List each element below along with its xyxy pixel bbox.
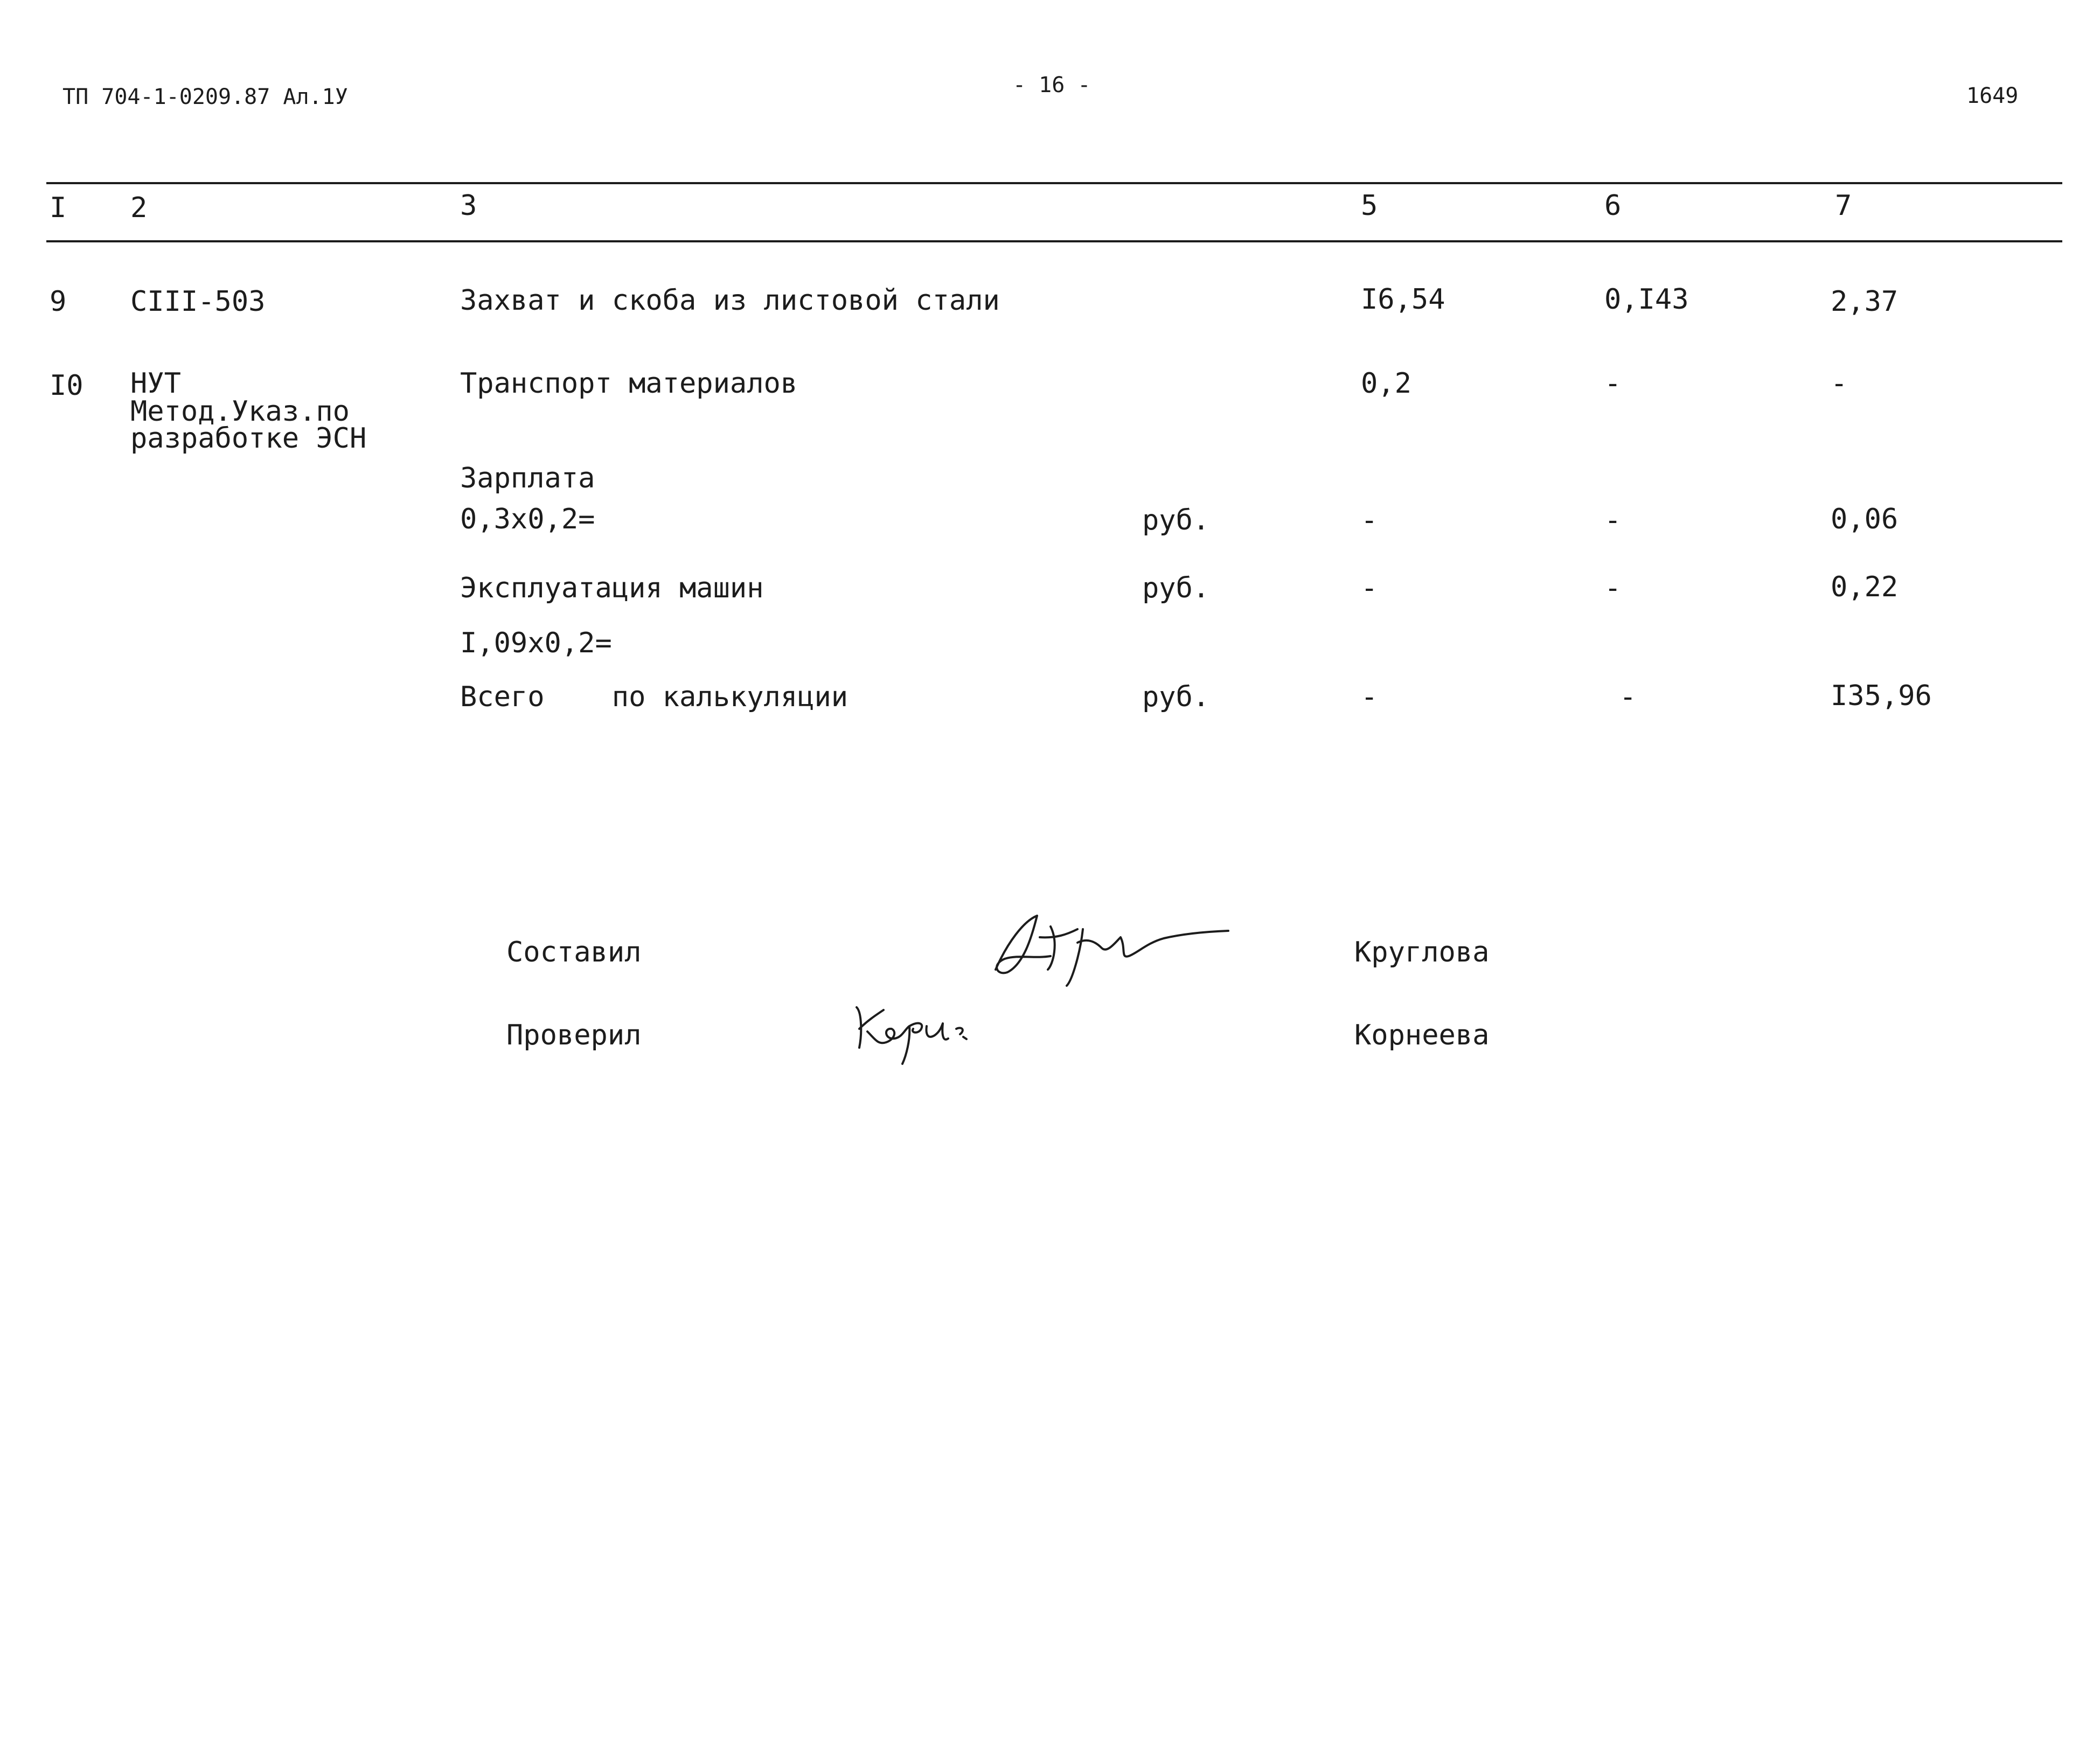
column-header-2: 2 — [130, 192, 148, 224]
table-header-rule — [46, 240, 2062, 242]
compiled-name: Круглова — [1354, 936, 1490, 968]
sheet-number: 1649 — [1966, 83, 2019, 108]
subitem-col7: 0,22 — [1831, 571, 1899, 603]
subitem-unit: руб. — [1142, 504, 1210, 536]
column-header-5: 5 — [1361, 190, 1378, 222]
subitem-name: Зарплата — [460, 462, 595, 494]
table-top-rule — [46, 182, 2062, 184]
compiled-signature — [986, 905, 1239, 997]
row-code-line-2: Метод.Указ.по — [130, 395, 350, 428]
subitem-name: Эксплуатация машин — [460, 572, 764, 604]
total-col7: I35,96 — [1831, 680, 1932, 712]
subitem-col6: - — [1604, 572, 1622, 604]
row-number: 9 — [50, 285, 67, 318]
column-header-7: 7 — [1835, 190, 1852, 222]
row-code-line-1: НУТ — [130, 367, 181, 400]
row-number: I0 — [50, 370, 84, 402]
total-col5: - — [1361, 681, 1378, 713]
subitem-col5: - — [1361, 572, 1378, 604]
subitem-formula: 0,3х0,2= — [460, 503, 595, 535]
row-col7: - — [1831, 367, 1848, 400]
row-name: Захват и скоба из листовой стали — [460, 284, 1000, 317]
column-header-3: 3 — [460, 190, 477, 222]
subitem-formula: I,09х0,2= — [460, 627, 612, 659]
row-col7: 2,37 — [1831, 285, 1899, 318]
checked-signature — [846, 997, 986, 1067]
checked-label: Проверил — [506, 1019, 642, 1051]
column-header-1: I — [50, 192, 67, 224]
total-unit: руб. — [1142, 681, 1210, 713]
row-code: СIII-503 — [130, 285, 266, 318]
subitem-col6: - — [1604, 504, 1622, 536]
row-col6: 0,I43 — [1604, 283, 1689, 316]
subitem-unit: руб. — [1142, 572, 1210, 604]
document-code: ТП 704-1-0209.87 Ал.1У — [62, 85, 348, 109]
total-col6: - — [1619, 681, 1637, 713]
column-header-6: 6 — [1604, 190, 1622, 222]
row-col5: I6,54 — [1361, 283, 1445, 316]
subitem-col5: - — [1361, 504, 1378, 536]
page-number: - 16 - — [1013, 73, 1091, 97]
row-code-line-3: разработке ЭСН — [130, 422, 367, 455]
row-col5: 0,2 — [1361, 367, 1411, 400]
row-name: Транспорт материалов — [460, 367, 798, 400]
compiled-label: Составил — [506, 936, 642, 968]
total-label: Всего по калькуляции — [460, 681, 849, 713]
checked-name: Корнеева — [1354, 1019, 1490, 1051]
row-col6: - — [1604, 367, 1622, 400]
subitem-col7: 0,06 — [1831, 503, 1899, 535]
